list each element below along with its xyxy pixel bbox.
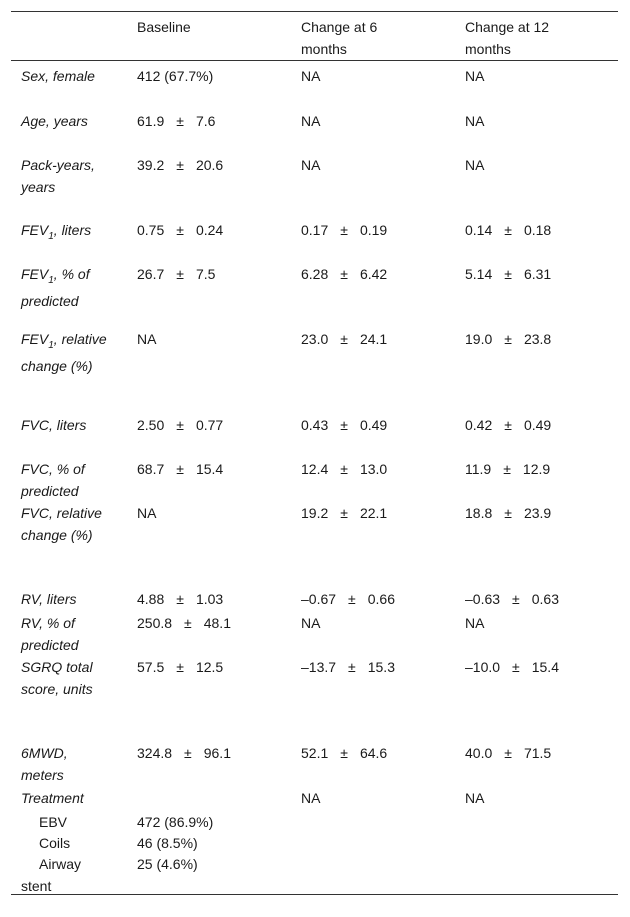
change-6m-value: –13.7 ± 15.3: [301, 659, 395, 675]
change-12m-value: NA: [465, 68, 485, 84]
change-12m-value: NA: [465, 790, 485, 806]
change-12m-value: 19.0 ± 23.8: [465, 331, 552, 347]
header-change-12-months: Change at 12 months: [465, 19, 550, 57]
table-row: [11, 106, 618, 150]
baseline-value: 61.9 ± 7.6: [137, 113, 216, 129]
baseline-value: 324.8 ± 96.1: [137, 745, 231, 761]
row-label: Sex, female: [21, 68, 95, 84]
change-12m-value: –0.63 ± 0.63: [465, 591, 559, 607]
row-label: Treatment: [21, 790, 84, 806]
header-change-6-months: Change at 6 months: [301, 19, 378, 57]
row-label: Airway stent: [21, 856, 82, 894]
baseline-value: 46 (8.5%): [137, 835, 198, 851]
row-label: RV, liters: [21, 591, 77, 607]
change-12m-value: 5.14 ± 6.31: [465, 266, 552, 282]
change-6m-value: 0.17 ± 0.19: [301, 222, 388, 238]
table-row: [11, 324, 618, 410]
table-row: [11, 259, 618, 324]
baseline-value: 412 (67.7%): [137, 68, 214, 84]
table-row: [11, 828, 618, 849]
table-row: [11, 652, 618, 738]
change-12m-value: 40.0 ± 71.5: [465, 745, 552, 761]
baseline-value: 26.7 ± 7.5: [137, 266, 216, 282]
row-label: $FEV_1$, % of predicted: [21, 266, 90, 310]
change-6m-value: –0.67 ± 0.66: [301, 591, 395, 607]
change-12m-value: NA: [465, 157, 485, 173]
table-row: [11, 61, 618, 106]
table-row: [11, 608, 618, 652]
row-label: EBV: [39, 814, 68, 830]
row-label: $FEV_1$, liters: [21, 222, 92, 242]
table-row: [11, 454, 618, 498]
row-label: RV, % of predicted: [21, 615, 79, 653]
baseline-value: NA: [137, 505, 157, 521]
table-header-row: [11, 12, 618, 61]
change-6m-value: 12.4 ± 13.0: [301, 461, 388, 477]
change-6m-value: 0.43 ± 0.49: [301, 417, 388, 433]
baseline-characteristics-table: [11, 11, 618, 895]
baseline-value: 472 (86.9%): [137, 814, 214, 830]
table-row: [11, 150, 618, 215]
change-6m-value: 6.28 ± 6.42: [301, 266, 388, 282]
change-6m-value: NA: [301, 68, 321, 84]
change-12m-value: –10.0 ± 15.4: [465, 659, 559, 675]
table-row: [11, 584, 618, 608]
row-label: FVC, liters: [21, 417, 87, 433]
change-12m-value: NA: [465, 113, 485, 129]
table-row: [11, 807, 618, 828]
change-12m-value: NA: [465, 615, 485, 631]
change-6m-value: NA: [301, 113, 321, 129]
row-label: FVC, % of predicted: [21, 461, 85, 499]
change-12m-value: 11.9 ± 12.9: [465, 461, 551, 477]
row-label: 6MWD, meters: [21, 745, 68, 783]
baseline-value: 4.88 ± 1.03: [137, 591, 224, 607]
baseline-value: 2.50 ± 0.77: [137, 417, 224, 433]
row-label: SGRQ total score, units: [21, 659, 93, 697]
row-label: FVC, relative change (%): [21, 505, 102, 543]
table-row: [11, 738, 618, 783]
row-label: Coils: [39, 835, 71, 851]
row-label: Age, years: [21, 113, 88, 129]
change-6m-value: 19.2 ± 22.1: [301, 505, 388, 521]
table-row: [11, 215, 618, 259]
baseline-value: 68.7 ± 15.4: [137, 461, 224, 477]
change-6m-value: NA: [301, 615, 321, 631]
change-6m-value: 23.0 ± 24.1: [301, 331, 388, 347]
change-6m-value: 52.1 ± 64.6: [301, 745, 388, 761]
row-label: $FEV_1$, relative change (%): [21, 331, 107, 375]
change-12m-value: 0.14 ± 0.18: [465, 222, 552, 238]
table-row: [11, 849, 618, 894]
table-row: [11, 498, 618, 584]
change-12m-value: 18.8 ± 23.9: [465, 505, 552, 521]
table-row: [11, 783, 618, 807]
baseline-value: 0.75 ± 0.24: [137, 222, 224, 238]
baseline-value: 39.2 ± 20.6: [137, 157, 224, 173]
baseline-value: 250.8 ± 48.1: [137, 615, 231, 631]
table-body: [11, 61, 618, 894]
baseline-value: 25 (4.6%): [137, 856, 198, 872]
change-6m-value: NA: [301, 157, 321, 173]
change-6m-value: NA: [301, 790, 321, 806]
change-12m-value: 0.42 ± 0.49: [465, 417, 552, 433]
header-baseline: Baseline: [137, 19, 191, 35]
row-label: Pack-years, years: [21, 157, 95, 195]
baseline-value: 57.5 ± 12.5: [137, 659, 224, 675]
baseline-value: NA: [137, 331, 157, 347]
table-row: [11, 410, 618, 454]
